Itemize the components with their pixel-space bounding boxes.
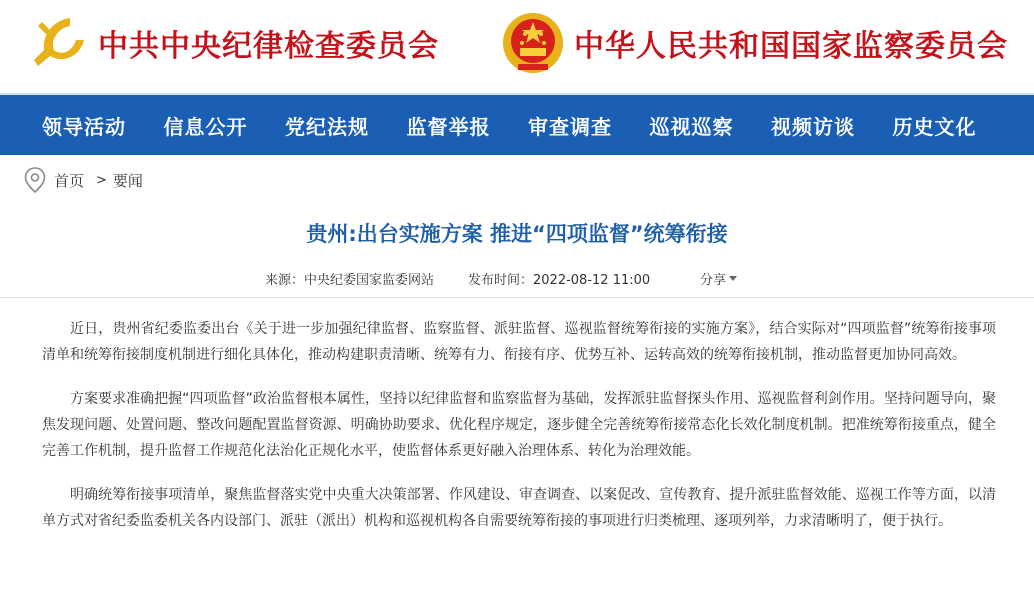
caret-down-icon bbox=[729, 276, 737, 281]
divider bbox=[0, 297, 1034, 298]
national-emblem-icon bbox=[500, 10, 566, 76]
share-button[interactable] bbox=[700, 269, 737, 288]
site-header bbox=[0, 0, 1034, 93]
nav-video-interview[interactable]: 视频访谈 bbox=[771, 114, 855, 139]
nav-investigation[interactable]: 审查调查 bbox=[528, 114, 612, 139]
nsc-title: 中华人民共和国国家监察委员会 bbox=[574, 29, 1008, 64]
breadcrumb-current[interactable]: 要闻 bbox=[112, 171, 143, 190]
breadcrumb-home[interactable]: 首页 bbox=[54, 171, 85, 190]
cc-brand[interactable] bbox=[24, 10, 439, 76]
nav-history-culture[interactable]: 历史文化 bbox=[892, 114, 977, 139]
article-title: 贵州:出台实施方案 推进“四项监督”统筹衔接 bbox=[306, 222, 728, 246]
party-emblem-icon bbox=[24, 10, 90, 76]
nav-party-regulations[interactable]: 党纪法规 bbox=[285, 114, 369, 139]
nav-info-disclosure[interactable]: 信息公开 bbox=[163, 114, 248, 139]
nsc-brand[interactable] bbox=[500, 10, 1008, 76]
main-nav bbox=[0, 93, 1034, 155]
location-pin-icon bbox=[24, 167, 46, 193]
article-source: 来源：中央纪委国家监委网站 bbox=[265, 273, 435, 288]
nav-supervision-report[interactable]: 监督举报 bbox=[406, 114, 491, 139]
article-paragraph: 近日，贵州省纪委监委出台《关于进一步加强纪律监督、监察监督、派驻监督、巡视监督统筹衔接的实施方案》，结合实际对“四项监督”统筹衔接事项清单和统筹衔接制度机制进行细化具体化，推动构建职责清晰、统筹有力、衔接有序、优势互补、运转高效的统筹衔接机制，推动监督更加协同高效。 bbox=[42, 321, 996, 363]
article-paragraph: 明确统筹衔接事项清单，聚焦监督落实党中央重大决策部署、作风建设、审查调查、以案促改、宣传教育、提升派驻监督效能、巡视工作等方面，以清单方式对省纪委监委机关各内设部门、派驻（派出）机构和巡视机构各自需要统筹衔接的事项进行归类梳理、逐项列举，力求清晰明了，便于执行。 bbox=[42, 487, 996, 529]
cc-title: 中共中央纪律检查委员会 bbox=[98, 29, 439, 64]
share-label: 分享 bbox=[700, 273, 727, 288]
nav-leadership[interactable]: 领导活动 bbox=[42, 114, 126, 139]
breadcrumb-separator: > bbox=[96, 172, 107, 188]
nav-inspection[interactable]: 巡视巡察 bbox=[649, 114, 734, 139]
breadcrumb bbox=[24, 167, 143, 193]
article-body bbox=[42, 316, 996, 552]
article-paragraph: 方案要求准确把握“四项监督”政治监督根本属性，坚持以纪律监督和监察监督为基础，发挥派驻监督探头作用、巡视监督利剑作用。坚持问题导向，聚焦发现问题、处置问题、整改问题配置监督资源、明确协助要求、优化程序规定，逐步健全完善统筹衔接常态化长效化制度机制。把准统筹衔接重点，健全完善工作机制，提升监督工作规范化法治化正规化水平，使监督体系更好融入治理体系、转化为治理效能。 bbox=[42, 391, 996, 459]
article-published: 发布时间：2022-08-12 11:00 bbox=[468, 273, 651, 288]
